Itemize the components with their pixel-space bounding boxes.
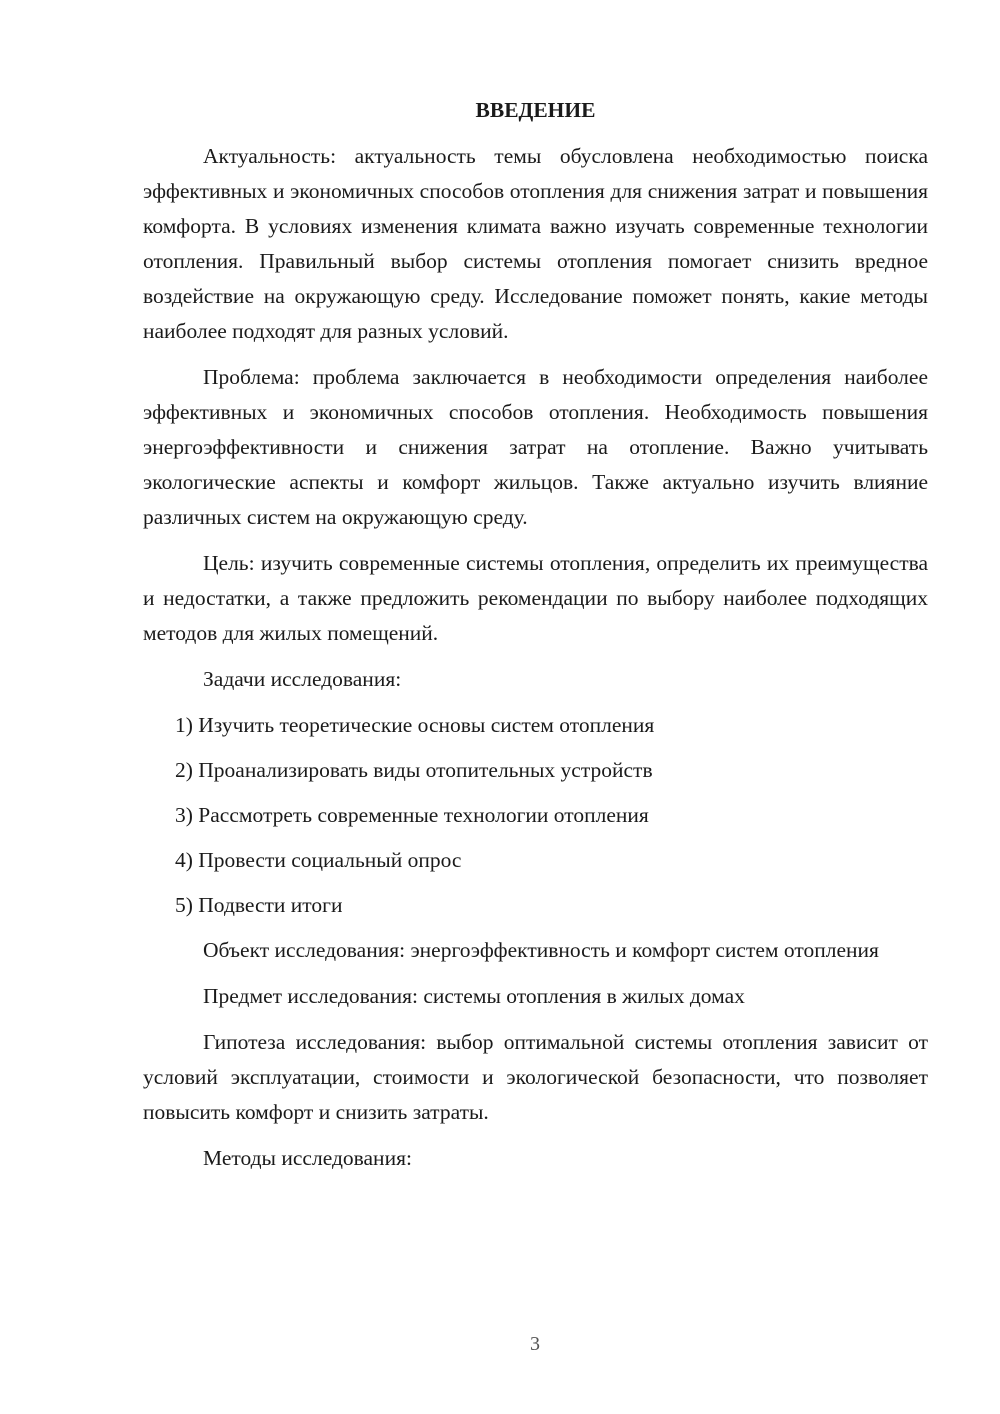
paragraph-tasks-intro: Задачи исследования: <box>203 667 402 691</box>
paragraph-problem: Проблема: проблема заключается в необходимости определения наиболее эффективных и экономичных способов отопления. Необходимость повышения энергоэффективности и снижения затрат на отопление. Важно учитывать экологические аспекты и комфорт жильцов. Также актуально изучить влияние различных систем на окружающую среду. <box>143 365 928 529</box>
task-item: 5) Подвести итоги <box>175 893 343 917</box>
paragraph-object: Объект исследования: энергоэффективность и комфорт систем отопления <box>203 938 879 962</box>
task-item: 1) Изучить теоретические основы систем отопления <box>175 713 655 737</box>
paragraph-subject: Предмет исследования: системы отопления в жилых домах <box>203 984 745 1008</box>
task-list <box>143 708 928 923</box>
document-body <box>143 93 928 1187</box>
paragraph-goal: Цель: изучить современные системы отопления, определить их преимущества и недостатки, а также предложить рекомендации по выбору наиболее подходящих методов для жилых помещений. <box>143 551 928 645</box>
paragraph-relevance: Актуальность: актуальность темы обусловлена необходимостью поиска эффективных и экономичных способов отопления для снижения затрат и повышения комфорта. В условиях изменения климата важно изучать современные технологии отопления. Правильный выбор системы отопления помогает снизить вредное воздействие на окружающую среду. Исследование поможет понять, какие методы наиболее подходят для разных условий. <box>143 144 928 343</box>
task-item: 4) Провести социальный опрос <box>175 848 462 872</box>
task-item: 3) Рассмотреть современные технологии отопления <box>175 803 649 827</box>
page-number: 3 <box>530 1333 540 1355</box>
paragraph-hypothesis: Гипотеза исследования: выбор оптимальной системы отопления зависит от условий эксплуатации, стоимости и экологической безопасности, что позволяет повысить комфорт и снизить затраты. <box>143 1030 928 1124</box>
paragraph-methods: Методы исследования: <box>203 1146 412 1170</box>
section-heading: ВВЕДЕНИЕ <box>475 98 596 122</box>
task-item: 2) Проанализировать виды отопительных устройств <box>175 758 653 782</box>
